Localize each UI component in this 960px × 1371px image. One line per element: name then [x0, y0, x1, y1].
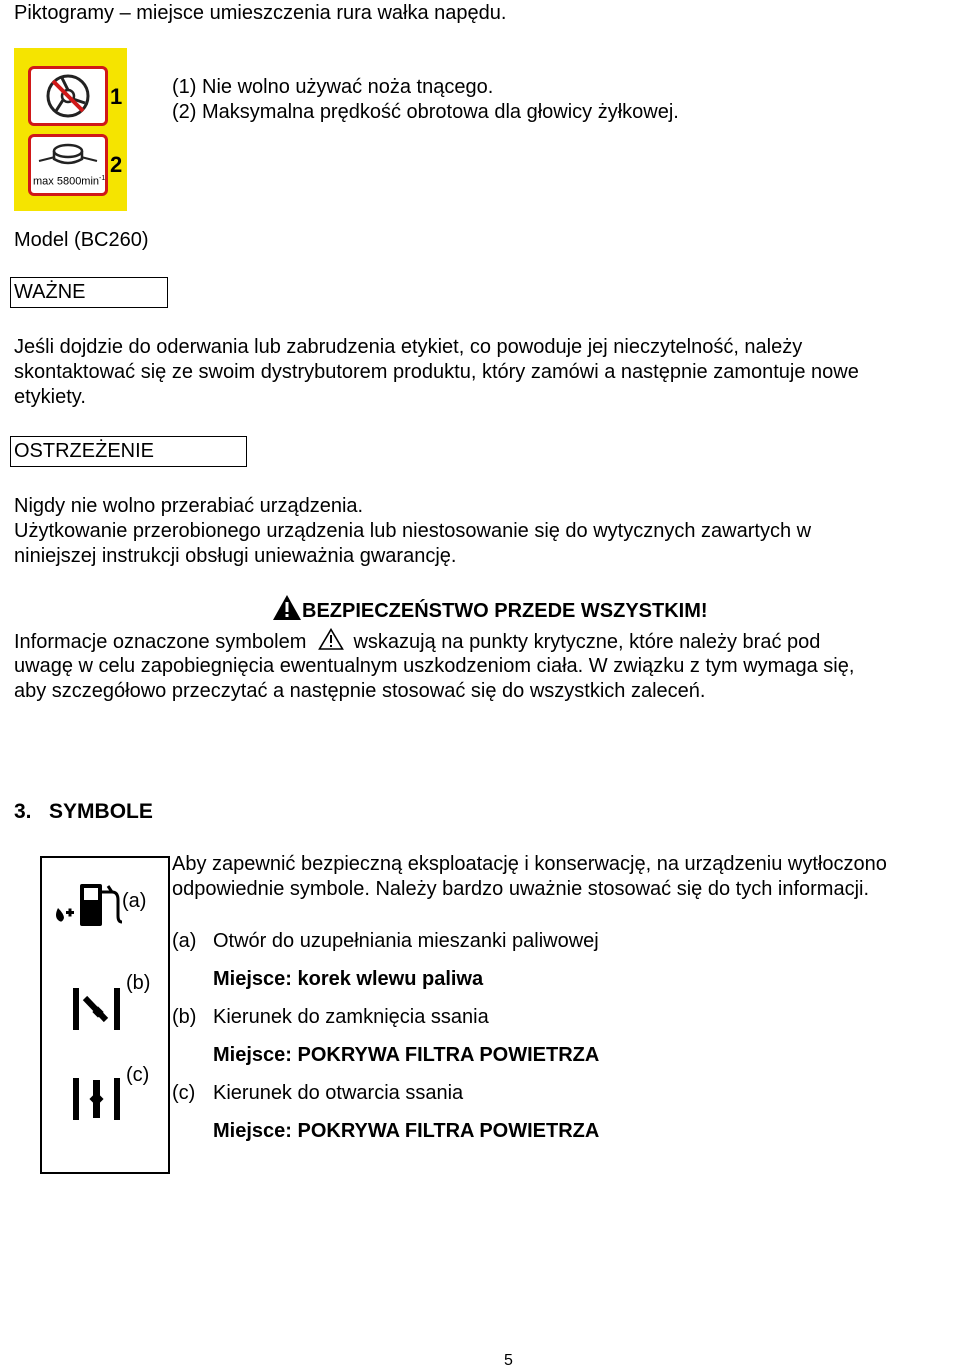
item-a-location: Miejsce: korek wlewu paliwa: [213, 968, 484, 990]
no-blade-icon: [28, 66, 108, 126]
item-c-tag: (c): [172, 1082, 196, 1104]
max-speed-label: max 5800min: [33, 175, 100, 188]
trimmer-head-icon: [28, 134, 108, 196]
label-b: (b): [126, 972, 151, 994]
pictogram-sticker: [14, 48, 127, 211]
warning-heading: OSTRZEŻENIE: [10, 436, 247, 467]
warning-line-1: Nigdy nie wolno przerabiać urządzenia.: [14, 495, 364, 517]
choke-close-icon: [70, 986, 124, 1032]
warning-line-2: Użytkowanie przerobionego urządzenia lub niestosowanie się do wytycznych zawartych w: [14, 520, 812, 542]
pictogram-note-1: (1) Nie wolno używać noża tnącego.: [172, 76, 494, 98]
item-c-location: Miejsce: POKRYWA FILTRA POWIETRZA: [213, 1120, 600, 1142]
warning-triangle-icon: [272, 594, 302, 621]
sticker-number-1: 1: [110, 84, 123, 109]
fuel-mixture-icon: [52, 878, 128, 930]
safety-heading-row: [272, 594, 708, 623]
symbols-intro-line-1: Aby zapewnić bezpieczną eksploatację i konserwację, na urządzeniu wytłoczono: [172, 853, 887, 875]
symbols-intro-line-2: odpowiednie symbole. Należy bardzo uważnie stosować się do tych informacji.: [172, 878, 870, 900]
pictogram-location-line: Piktogramy – miejsce umieszczenia rura wałka napędu.: [14, 2, 507, 24]
item-b-location: Miejsce: POKRYWA FILTRA POWIETRZA: [213, 1044, 600, 1066]
safety-heading: BEZPIECZEŃSTWO PRZEDE WSZYSTKIM!: [302, 600, 708, 622]
safety-line-2: uwagę w celu zapobiegnięcia ewentualnym uszkodzeniom ciała. W związku z tym wymaga się,: [14, 655, 855, 677]
important-heading: WAŻNE: [10, 277, 168, 308]
pictogram-note-2: (2) Maksymalna prędkość obrotowa dla głowicy żyłkowej.: [172, 101, 679, 123]
item-a-tag: (a): [172, 930, 197, 952]
important-line-3: etykiety.: [14, 386, 86, 408]
item-b-tag: (b): [172, 1006, 197, 1028]
item-a-text: Otwór do uzupełniania mieszanki paliwowej: [213, 930, 599, 952]
max-speed-exp: -1: [99, 175, 106, 182]
model-label: Model (BC260): [14, 229, 149, 251]
warning-outline-icon: [318, 628, 344, 650]
section-heading: 3. SYMBOLE: [14, 800, 153, 823]
warning-line-3: niniejszej instrukcji obsługi unieważnia gwarancję.: [14, 545, 457, 567]
important-line-1: Jeśli dojdzie do oderwania lub zabrudzenia etykiet, co powoduje jej nieczytelność, należy: [14, 336, 803, 358]
label-a: (a): [122, 890, 147, 912]
page-number: 5: [504, 1352, 513, 1369]
important-line-2: skontaktować się ze swoim dystrybutorem produktu, który zamówi a następnie zamontuje nowe: [14, 361, 859, 383]
safety-line-3: aby szczegółowo przeczytać a następnie stosować się do wszystkich zaleceń.: [14, 680, 706, 702]
item-b-text: Kierunek do zamknięcia ssania: [213, 1006, 489, 1028]
sticker-number-2: 2: [110, 152, 123, 177]
symbols-box: [40, 856, 170, 1174]
choke-open-icon: [70, 1076, 124, 1122]
item-c-text: Kierunek do otwarcia ssania: [213, 1082, 464, 1104]
safety-line-1: Informacje oznaczone symbolem wskazują na punkty krytyczne, które należy brać pod: [14, 628, 820, 655]
label-c: (c): [126, 1064, 150, 1086]
